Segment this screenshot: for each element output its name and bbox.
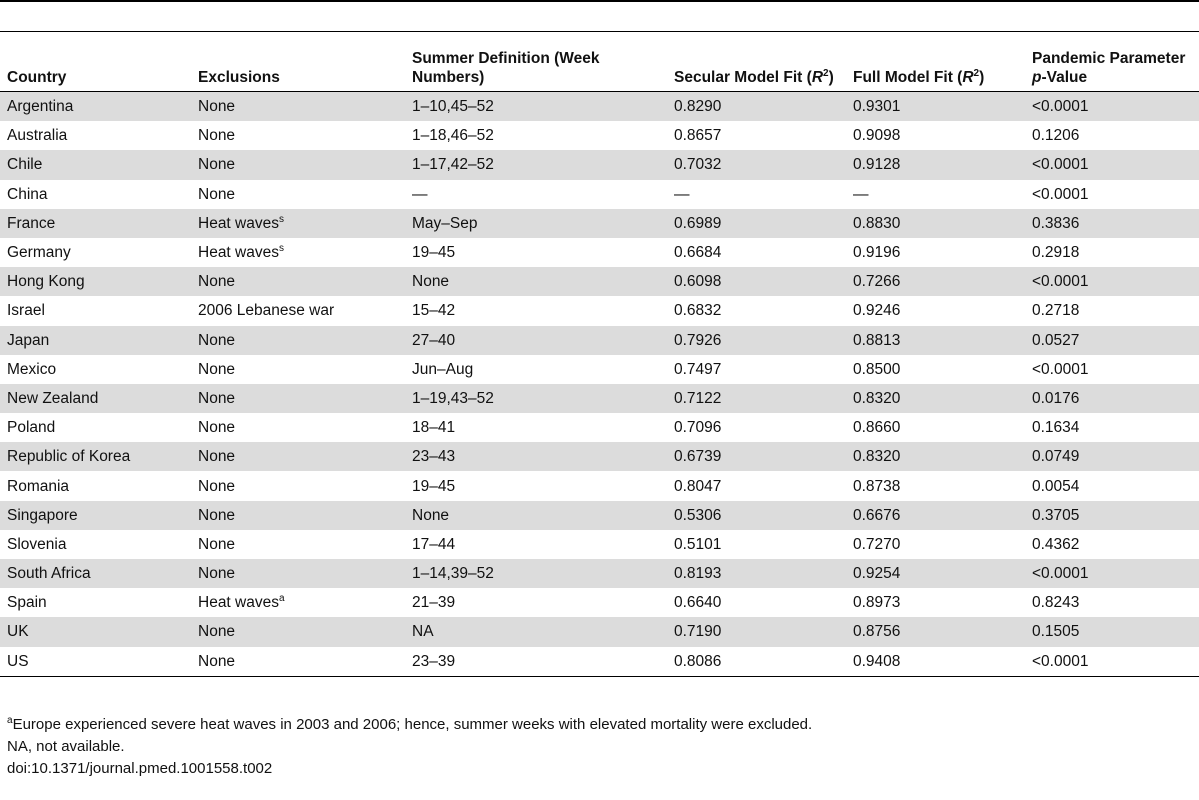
cell-exclusions: None [198, 185, 236, 203]
cell-secular-fit: 0.6832 [674, 302, 722, 320]
cell-exclusions: None [198, 419, 236, 437]
header-top-rule [0, 31, 1199, 32]
cell-country: France [0, 209, 191, 238]
cell-full-fit: 0.9254 [846, 559, 1025, 588]
cell-country: Republic of Korea [0, 442, 191, 471]
cell-full-fit: 0.8830 [846, 209, 1025, 238]
cell-secular-fit: — [674, 185, 690, 203]
footnote-marker: s [278, 242, 284, 254]
cell-exclusions: None [191, 442, 405, 471]
cell-full-fit: 0.7266 [846, 267, 1025, 296]
table-row [0, 471, 1199, 500]
table-row [0, 442, 1199, 471]
cell-country: South Africa [0, 559, 191, 588]
table-row [0, 355, 1199, 384]
cell-summer-definition: 1–18,46–52 [412, 127, 494, 145]
header-summer-definition: Summer Definition (Week Numbers) [405, 32, 667, 92]
cell-p-value: 0.1206 [1032, 127, 1080, 145]
cell-summer-definition: None [405, 501, 667, 530]
cell-country: Israel [7, 302, 45, 320]
cell-p-value: 0.3705 [1025, 501, 1199, 530]
footnote-marker: a [278, 593, 285, 605]
cell-summer-definition: 27–40 [405, 326, 667, 355]
cell-full-fit: 0.8813 [846, 326, 1025, 355]
cell-summer-definition: 15–42 [412, 302, 456, 320]
cell-exclusions: None [191, 559, 405, 588]
cell-country: UK [0, 617, 191, 646]
cell-summer-definition: 17–44 [412, 535, 456, 553]
cell-p-value: <0.0001 [1025, 150, 1199, 179]
cell-secular-fit: 0.8086 [667, 647, 846, 677]
cell-summer-definition: 1–10,45–52 [405, 92, 667, 122]
cell-summer-definition: 1–19,43–52 [405, 384, 667, 413]
footnote-na: NA, not available. [7, 738, 125, 755]
table-row [0, 180, 1199, 209]
cell-full-fit: 0.8320 [846, 442, 1025, 471]
cell-summer-definition: 19–45 [412, 477, 456, 495]
cell-p-value: 0.0749 [1025, 442, 1199, 471]
cell-p-value: 0.0527 [1025, 326, 1199, 355]
results-table [0, 32, 1199, 677]
cell-summer-definition: — [412, 185, 428, 203]
cell-secular-fit: 0.7122 [667, 384, 846, 413]
cell-summer-definition: 19–45 [412, 244, 456, 262]
table-row [0, 209, 1199, 238]
cell-full-fit: 0.8320 [846, 384, 1025, 413]
cell-secular-fit: 0.5306 [667, 501, 846, 530]
cell-secular-fit: 0.8657 [674, 127, 722, 145]
cell-exclusions: Heat waves$^s$ [191, 209, 405, 238]
cell-country: Chile [0, 150, 191, 179]
cell-exclusions: None [198, 127, 236, 145]
cell-full-fit: 0.9301 [846, 92, 1025, 122]
cell-p-value: 0.1634 [1032, 419, 1080, 437]
footnote-heat-waves: $^a$Europe experienced severe heat waves in 2003 and 2006; hence, summer weeks with elevated mortality were excluded. [7, 715, 813, 733]
cell-full-fit: 0.8660 [853, 419, 901, 437]
cell-p-value: 0.4362 [1032, 535, 1080, 553]
header-country: Country [0, 32, 191, 92]
cell-p-value: <0.0001 [1025, 267, 1199, 296]
cell-full-fit: 0.8738 [853, 477, 901, 495]
cell-secular-fit: 0.6989 [667, 209, 846, 238]
cell-full-fit: — [853, 185, 869, 203]
cell-p-value: 0.3836 [1025, 209, 1199, 238]
header-full-model-fit: Full Model Fit $(R^2)$ [846, 32, 1025, 92]
header-exclusions: Exclusions [191, 32, 405, 92]
cell-country: Hong Kong [0, 267, 191, 296]
header-pandemic-p-value: Pandemic Parameter p-Value [1025, 32, 1199, 92]
cell-exclusions: None [191, 501, 405, 530]
cell-exclusions: 2006 Lebanese war [198, 302, 335, 320]
cell-p-value: <0.0001 [1032, 185, 1089, 203]
cell-country: Australia [7, 127, 68, 145]
cell-full-fit: 0.6676 [846, 501, 1025, 530]
header-row [0, 32, 1199, 92]
cell-country: Argentina [0, 92, 191, 122]
header-secular-model-fit: Secular Model Fit $(R^2)$ [667, 32, 846, 92]
cell-country: US [0, 647, 191, 677]
cell-full-fit: 0.9196 [853, 244, 901, 262]
cell-full-fit: 0.8756 [846, 617, 1025, 646]
cell-secular-fit: 0.5101 [674, 535, 722, 553]
table-row [0, 267, 1199, 296]
cell-exclusions: None [198, 535, 236, 553]
cell-secular-fit: 0.7926 [667, 326, 846, 355]
table-row [0, 413, 1199, 442]
table-row [0, 238, 1199, 267]
cell-summer-definition: 1–14,39–52 [405, 559, 667, 588]
cell-country: New Zealand [0, 384, 191, 413]
table-row [0, 647, 1199, 677]
table-header [0, 32, 1199, 92]
table-row [0, 296, 1199, 325]
cell-summer-definition: None [405, 267, 667, 296]
cell-p-value: 0.2918 [1032, 244, 1080, 262]
cell-p-value: <0.0001 [1025, 92, 1199, 122]
cell-secular-fit: 0.7096 [674, 419, 722, 437]
cell-secular-fit: 0.8290 [667, 92, 846, 122]
table-row [0, 121, 1199, 150]
cell-full-fit: 0.8973 [853, 594, 901, 612]
cell-exclusions: None [191, 267, 405, 296]
cell-summer-definition: 18–41 [412, 419, 456, 437]
cell-secular-fit: 0.7497 [674, 360, 722, 378]
cell-summer-definition: 21–39 [412, 594, 456, 612]
cell-exclusions: None [191, 617, 405, 646]
cell-full-fit: 0.9246 [853, 302, 901, 320]
cell-secular-fit: 0.6684 [674, 244, 722, 262]
cell-exclusions: None [191, 384, 405, 413]
cell-country: Japan [0, 326, 191, 355]
cell-full-fit: 0.9408 [846, 647, 1025, 677]
cell-p-value: <0.0001 [1025, 647, 1199, 677]
table-row [0, 92, 1199, 122]
cell-country: Slovenia [7, 535, 67, 553]
cell-exclusions: None [191, 92, 405, 122]
cell-summer-definition: 23–43 [405, 442, 667, 471]
cell-p-value: 0.8243 [1032, 594, 1080, 612]
cell-country: China [7, 185, 48, 203]
table-row [0, 530, 1199, 559]
cell-secular-fit: 0.8193 [667, 559, 846, 588]
cell-country: Poland [7, 419, 56, 437]
cell-p-value: 0.0054 [1032, 477, 1080, 495]
table-row [0, 326, 1199, 355]
cell-exclusions: Heat waves$^s$ [198, 242, 284, 262]
cell-summer-definition: Jun–Aug [412, 360, 474, 378]
cell-secular-fit: 0.6098 [667, 267, 846, 296]
cell-summer-definition: May–Sep [405, 209, 667, 238]
table-row [0, 588, 1199, 617]
cell-p-value: 0.1505 [1025, 617, 1199, 646]
cell-secular-fit: 0.6640 [674, 594, 722, 612]
cell-exclusions: None [191, 326, 405, 355]
cell-full-fit: 0.8500 [853, 360, 901, 378]
cell-summer-definition: NA [405, 617, 667, 646]
cell-exclusions: None [191, 150, 405, 179]
table-row [0, 559, 1199, 588]
table-row [0, 501, 1199, 530]
cell-secular-fit: 0.6739 [667, 442, 846, 471]
cell-summer-definition: 23–39 [405, 647, 667, 677]
table-body [0, 92, 1199, 677]
cell-p-value: <0.0001 [1032, 360, 1089, 378]
cell-country: Germany [7, 244, 71, 262]
table-row [0, 150, 1199, 179]
cell-exclusions: None [198, 477, 236, 495]
cell-full-fit: 0.9128 [846, 150, 1025, 179]
cell-country: Mexico [7, 360, 57, 378]
cell-full-fit: 0.9098 [853, 127, 901, 145]
cell-full-fit: 0.7270 [853, 535, 901, 553]
cell-summer-definition: 1–17,42–52 [405, 150, 667, 179]
cell-p-value: 0.2718 [1032, 302, 1080, 320]
cell-exclusions: Heat waves$^a$ [198, 593, 285, 612]
table-footnotes [7, 714, 812, 780]
table-row [0, 617, 1199, 646]
footnote-marker: s [278, 213, 284, 225]
cell-exclusions: None [191, 647, 405, 677]
top-rule [0, 0, 1199, 2]
cell-exclusions: None [198, 360, 236, 378]
cell-country: Spain [7, 594, 47, 612]
cell-secular-fit: 0.7032 [667, 150, 846, 179]
cell-p-value: 0.0176 [1025, 384, 1199, 413]
cell-secular-fit: 0.7190 [667, 617, 846, 646]
table-row [0, 384, 1199, 413]
cell-secular-fit: 0.8047 [674, 477, 722, 495]
doi-label: doi:10.1371/journal.pmed.1001558.t002 [7, 760, 273, 777]
cell-country: Singapore [0, 501, 191, 530]
cell-p-value: <0.0001 [1025, 559, 1199, 588]
cell-country: Romania [7, 477, 70, 495]
